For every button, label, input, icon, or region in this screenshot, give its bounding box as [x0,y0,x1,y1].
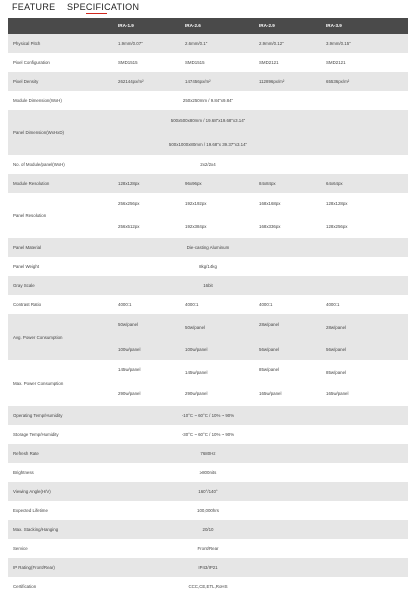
row-value: IP43/IP21 [198,565,218,570]
row-value: 7680Hz [200,451,216,456]
row-max-power [8,360,408,406]
table-header-row [8,18,408,34]
row-value: 84x84px [259,181,276,186]
row-value: 1.9mm/0.07" [118,41,143,46]
row-value: 256x256px [118,201,140,206]
row-value: SMD2121 [259,60,279,65]
row-value: 100,000hrs [197,508,219,513]
row-value: -10°C ~ 60°C / 10% ~ 90% [181,413,235,418]
row-value: 4000:1 [118,302,132,307]
row-panel-weight [8,257,408,276]
row-label: Operating Temp/Humidity [13,413,63,418]
row-value: 85w/panel [259,367,280,372]
row-value: 85w/panel [326,370,347,375]
row-value: 56w/panel [259,347,280,352]
row-physical-pitch [8,34,408,53]
row-value: 2x2/2x4 [200,162,216,167]
active-tab-indicator [86,13,107,14]
row-value: 128x128px [326,201,348,206]
row-value: 145w/panel [118,367,141,372]
row-module-resolution [8,174,408,193]
row-value: 20/10 [202,527,214,532]
row-value: 165w/panel [326,391,349,396]
row-panel-resolution [8,193,408,238]
row-ip-rating [8,558,408,577]
row-label: Service [13,546,28,551]
row-value: 65536px/m² [326,79,350,84]
row-label: Module Resolution [13,181,50,186]
row-value: 100w/panel [118,347,141,352]
row-avg-power [8,314,408,360]
row-value: 4000:1 [185,302,199,307]
row-value: 290w/panel [118,391,141,396]
row-value: 147456px/m² [185,79,211,84]
header-model-2: IRA-2.6 [185,23,201,28]
row-value: 128x128px [118,181,140,186]
tab-bar [0,0,416,16]
row-panel-dimension [8,110,408,155]
row-label: Storage Temp/Humidity [13,432,59,437]
header-model-4: IRA-3.9 [326,23,342,28]
row-label: No. of Module/panel(WxH) [13,162,65,167]
row-value: 128x256px [326,224,348,229]
tab-specification[interactable]: SPECIFICATION [67,2,140,12]
row-value: 500x500x80mm / 19.68"x19.68"x3.14" [170,118,246,123]
row-value: ≥800nits [199,470,217,475]
row-value: 64x64px [326,181,343,186]
row-brightness [8,463,408,482]
row-value: 168x336px [259,224,281,229]
tab-feature[interactable]: FEATURE [12,2,56,12]
row-value: 165w/panel [259,391,282,396]
row-label: Max. Stacking/Hanging [13,527,59,532]
row-value: 500x1000x80mm / 19.68"x 39.37"x3.14" [168,142,248,147]
row-value: 16bit [203,283,213,288]
row-pixel-density [8,72,408,91]
row-value: 2.9mm/0.12" [259,41,284,46]
row-value: 4000:1 [326,302,340,307]
row-expected-lifetime [8,501,408,520]
row-label: Panel Weight [13,264,40,269]
row-value: 2.6mm/0.1" [185,41,208,46]
row-label: Avg. Power Consumption [13,335,63,340]
row-label: Brightness [13,470,34,475]
row-value: 96x96px [185,181,202,186]
row-label: Max. Power Consumption [13,381,64,386]
row-label: Panel Material [13,245,42,250]
row-viewing-angle [8,482,408,501]
row-value: SMD1515 [118,60,138,65]
row-value: 192x192px [185,201,207,206]
row-value: 160°/140° [198,489,218,494]
row-label: Contrast Ratio [13,302,42,307]
row-contrast-ratio [8,295,408,314]
row-label: IP Rating(Front/Rear) [13,565,55,570]
row-value: 250x250mm / 9.84"x9.84" [182,98,234,103]
row-value: 168x168px [259,201,281,206]
row-value: 56w/panel [326,347,347,352]
row-label: Viewing Angle(H/V) [13,489,51,494]
row-label: Pixel Density [13,79,39,84]
row-value: 4000:1 [259,302,273,307]
row-value: 262144px/m² [118,79,144,84]
row-value: Front/Rear [197,546,219,551]
row-value: 256x512px [118,224,140,229]
row-storage-temp [8,425,408,444]
row-value: -30°C ~ 60°C / 10% ~ 90% [181,432,235,437]
row-panel-material [8,238,408,257]
row-value: 100w/panel [185,347,208,352]
row-label: Panel Dimension(WxHxD) [13,130,64,135]
row-label: Gray Scale [13,283,35,288]
row-value: 112896px/m² [259,79,285,84]
row-value: SMD1515 [185,60,205,65]
row-label: Physical Pitch [13,41,41,46]
row-value: 192x384px [185,224,207,229]
row-label: Certification [13,584,37,589]
row-no-of-module [8,155,408,174]
row-operating-temp [8,406,408,425]
row-label: Expected Lifetime [13,508,48,513]
row-label: Panel Resolution [13,213,47,218]
row-refresh-rate [8,444,408,463]
row-module-dimension [8,91,408,110]
row-value: 28w/panel [259,322,280,327]
row-value: SMD2121 [326,60,346,65]
spec-table [8,18,408,596]
row-value: 50w/panel [118,322,139,327]
row-value: 28w/panel [326,325,347,330]
row-gray-scale [8,276,408,295]
row-service [8,539,408,558]
row-value: 290w/panel [185,391,208,396]
row-certification [8,577,408,596]
header-model-1: IRA-1.9 [118,23,134,28]
row-value: 3.9mm/0.15" [326,41,351,46]
row-value: 145w/panel [185,370,208,375]
row-label: Refresh Rate [13,451,39,456]
row-max-stacking [8,520,408,539]
row-value: 8kg/14kg [199,264,217,269]
header-model-3: IRA-2.9 [259,23,275,28]
row-pixel-configuration [8,53,408,72]
row-value: 50w/panel [185,325,206,330]
row-label: Module Dimension(WxH) [13,98,62,103]
row-value: Die-casting Aluminum [186,245,230,250]
row-value: CCC,CE,ETL,RoHS [188,584,228,589]
row-label: Pixel Configuration [13,60,50,65]
